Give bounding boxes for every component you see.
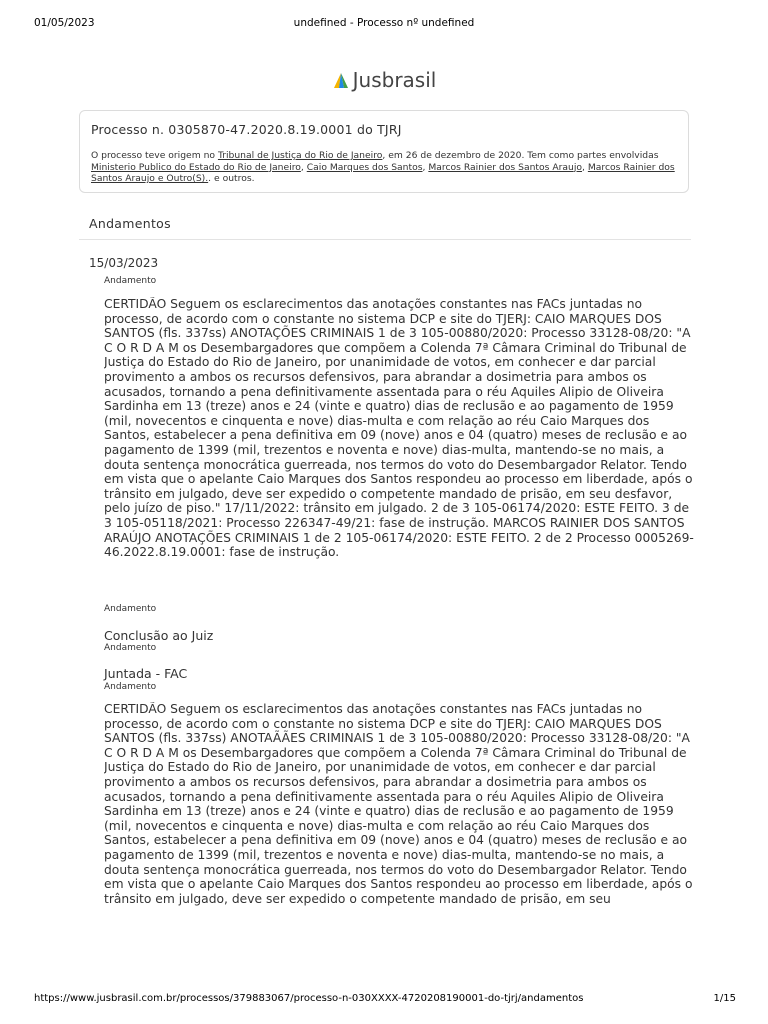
entry-type-label: Andamento xyxy=(104,682,157,692)
entry-type-label: Andamento xyxy=(104,604,157,614)
party-link-mp[interactable]: Ministerio Publico do Estado do Rio de Janeiro xyxy=(91,161,301,173)
jusbrasil-logo-icon xyxy=(332,71,350,95)
desc-suffix: . e outros. xyxy=(208,173,255,184)
process-card xyxy=(79,110,689,193)
party-link-marcos-outros[interactable]: Marcos Rainier dos Santos Araujo e Outro(S). xyxy=(91,161,675,184)
entry-title-juntada: Juntada - FAC xyxy=(104,666,188,681)
certidao-text: CERTIDÃO Seguem os esclarecimentos das anotações constantes nas FACs juntadas no processo, de acordo com o constante no sistema DCP e site do TJERJ: CAIO MARQUES DOS SANTOS (fls. 337ss) ANOTAÇÕES CRIMINAIS 1 de 3 105-00880/2020: Processo 33128-08/20: "A C O R D A M os Desembargadores que compõem a Colenda 7ª Câmara Criminal do Tribunal de Justiça do Estado do Rio de Janeiro, por unanimidade de votos, em conhecer e dar parcial provimento a ambos os recursos defensivos, para abrandar a dosimetria para ambos os acusados, tornando a pena definitivamente assentada para o réu Aquiles Alipio de Oliveira Sardinha em 13 (treze) anos e 24 (vinte e quatro) dias de reclusão e ao pagamento de 1959 (mil, novecentos e cinquenta e nove) dias-multa e com relação ao réu Caio Marques dos Santos, estabelecer a pena definitiva em 09 (nove) anos e 04 (quatro) meses de reclusão e ao pagamento de 1399 (mil, trezentos e noventa e nove) dias-multa, mantendo-se no mais, a douta sentença monocrática guerreada, nos termos do voto do Desembargador Relator. Tendo em vista que o apelante Caio Marques dos Santos respondeu ao processo em liberdade, após o trânsito em julgado, deve ser expedido o competente mandado de prisão, em seu desfavor, pelo juízo de piso." 17/11/2022: trânsito em julgado. 2 de 3 105-06174/2020: ESTE FEITO. 3 de 3 105-05118/2021: Processo 226347-49/21: fase de instrução. MARCOS RAINIER DOS SANTOS ARAÚJO ANOTAÇÕES CRIMINAIS 1 de 2 105-06174/2020: ESTE FEITO. 2 de 2 Processo 0005269-46.2022.8.19.0001: fase de instrução. xyxy=(104,297,694,560)
entry-type-label: Andamento xyxy=(104,643,157,653)
logo-text: Jusbrasil xyxy=(352,68,437,92)
print-date: 01/05/2023 xyxy=(34,17,95,29)
page-number: 1/15 xyxy=(713,993,736,1004)
party-link-marcos[interactable]: Marcos Rainier dos Santos Araujo xyxy=(428,161,583,173)
entry-title-conclusao: Conclusão ao Juiz xyxy=(104,628,214,643)
desc-prefix: O processo teve origem no xyxy=(91,150,218,161)
print-header xyxy=(0,17,768,31)
section-title: Andamentos xyxy=(89,216,171,231)
party-link-caio[interactable]: Caio Marques dos Santos xyxy=(306,161,423,173)
separator: , xyxy=(422,161,429,173)
entry-type-label: Andamento xyxy=(104,276,157,286)
divider xyxy=(79,239,691,240)
certidao-text-juntada: CERTIDÃO Seguem os esclarecimentos das anotações constantes nas FACs juntadas no processo, de acordo com o constante no sistema DCP e site do TJERJ: CAIO MARQUES DOS SANTOS (fls. 337ss) ANOTAÃÃES CRIMINAIS 1 de 3 105-00880/2020: Processo 33128-08/20: "A C O R D A M os Desembargadores que compõem a Colenda 7ª Câmara Criminal do Tribunal de Justiça do Estado do Rio de Janeiro, por unanimidade de votos, em conhecer e dar parcial provimento a ambos os recursos defensivos, para abrandar a dosimetria para ambos os acusados, tornando a pena definitivamente assentada para o réu Aquiles Alipio de Oliveira Sardinha em 13 (treze) anos e 24 (vinte e quatro) dias de reclusão e ao pagamento de 1959 (mil, novecentos e cinquenta e nove) dias-multa e com relação ao réu Caio Marques dos Santos, estabelecer a pena definitiva em 09 (nove) anos e 04 (quatro) meses de reclusão e ao pagamento de 1399 (mil, trezentos e noventa e nove) dias-multa, mantendo-se no mais, a douta sentença monocrática guerreada, nos termos do voto do Desembargador Relator. Tendo em vista que o apelante Caio Marques dos Santos respondeu ao processo em liberdade, após o trânsito em julgado, deve ser expedido o competente mandado de prisão, em seu xyxy=(104,702,693,906)
separator: , xyxy=(300,161,307,173)
court-link[interactable]: Tribunal de Justiça do Rio de Janeiro xyxy=(217,150,383,161)
process-description xyxy=(91,150,681,185)
separator: , xyxy=(582,161,588,173)
process-title: Processo n. 0305870-47.2020.8.19.0001 do TJRJ xyxy=(91,122,402,137)
print-page-title: undefined - Processo nº undefined xyxy=(293,17,475,29)
print-footer xyxy=(0,993,768,1007)
jusbrasil-logo[interactable] xyxy=(0,68,768,95)
entry-date: 15/03/2023 xyxy=(89,256,159,270)
print-url: https://www.jusbrasil.com.br/processos/379883067/processo-n-030XXXX-4720208190001-do-tjrj/andamentos xyxy=(34,993,584,1004)
desc-middle: , em 26 de dezembro de 2020. Tem como partes envolvidas xyxy=(382,150,659,161)
